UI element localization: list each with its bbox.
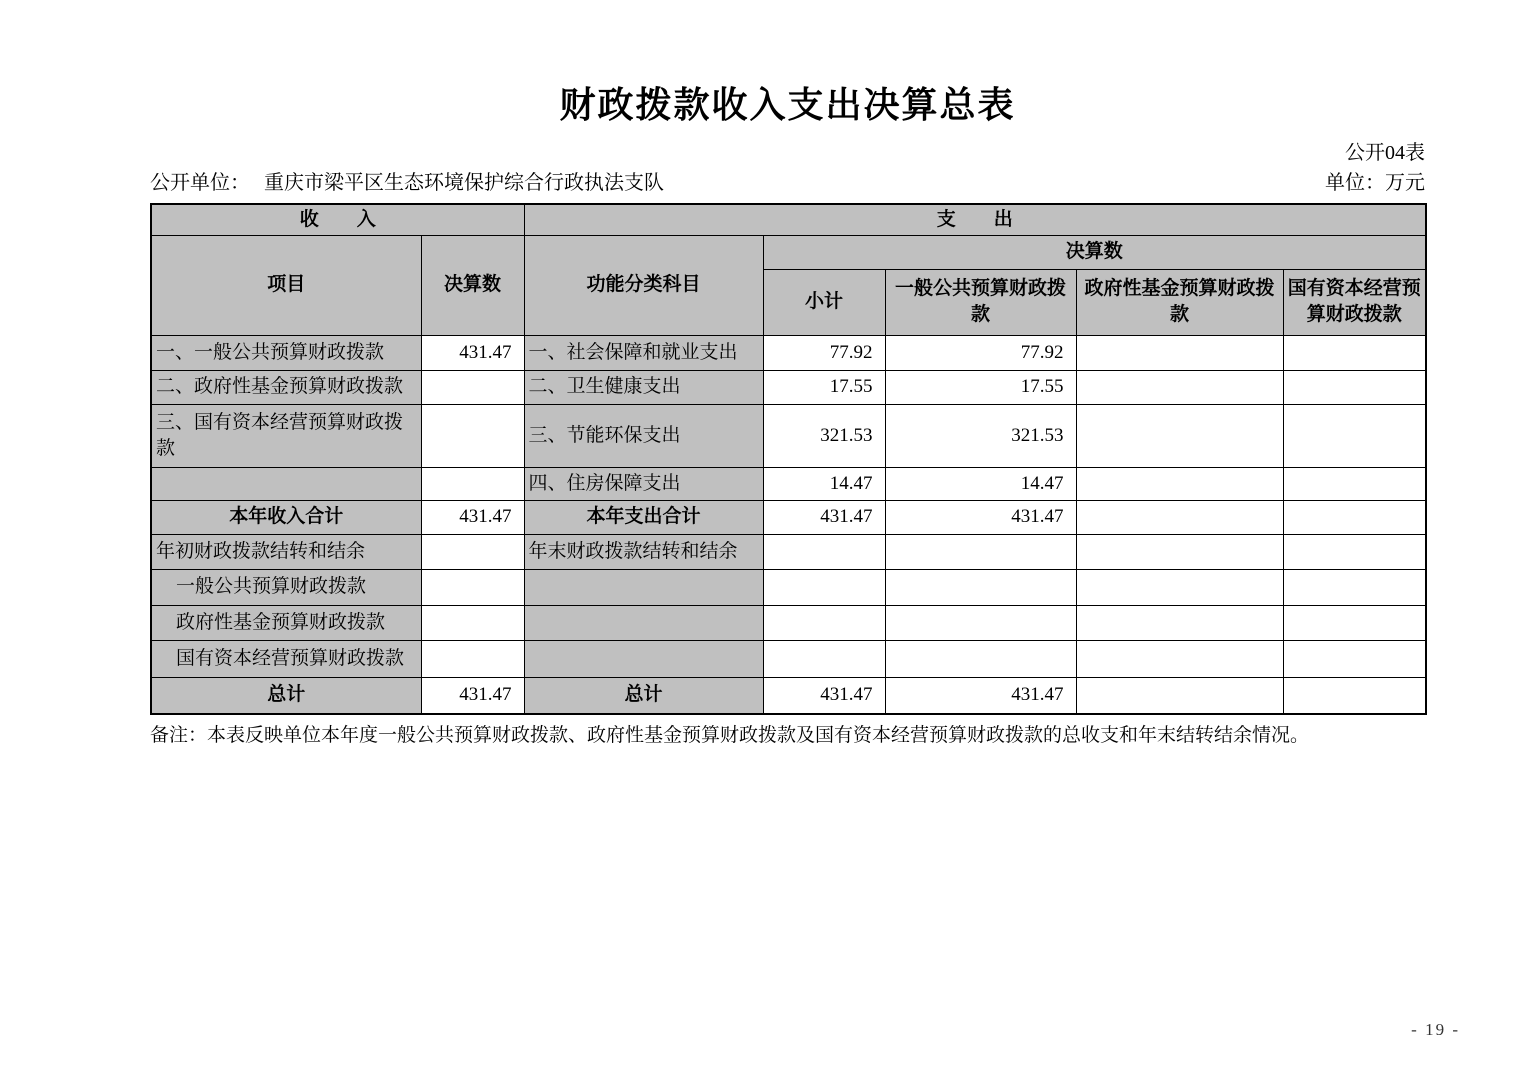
expense-subtotal-cell: 431.47	[763, 500, 885, 534]
income-value-cell	[421, 640, 524, 677]
column-header-government-fund-budget: 政府性基金预算财政拨款	[1076, 269, 1283, 335]
table-body	[151, 335, 1426, 714]
table-header	[151, 204, 1426, 335]
form-number: 公开04表	[1345, 142, 1425, 164]
table-row	[151, 467, 1426, 500]
expense-government-fund-cell	[1076, 640, 1283, 677]
income-value-cell: 431.47	[421, 677, 524, 714]
expense-state-capital-cell	[1283, 534, 1426, 569]
expense-subtotal-cell: 321.53	[763, 404, 885, 467]
meta-row	[150, 171, 1425, 195]
expense-item-cell: 四、住房保障支出	[524, 467, 763, 500]
expense-general-budget-cell	[885, 640, 1076, 677]
expense-general-budget-cell: 77.92	[885, 335, 1076, 370]
table-row	[151, 605, 1426, 640]
expense-item-cell	[524, 569, 763, 605]
expense-state-capital-cell	[1283, 677, 1426, 714]
expense-item-cell	[524, 640, 763, 677]
column-header-functional-category: 功能分类科目	[524, 235, 763, 335]
income-item-cell	[151, 467, 421, 500]
income-value-cell	[421, 534, 524, 569]
expense-item-cell: 一、社会保障和就业支出	[524, 335, 763, 370]
expense-subtotal-cell: 17.55	[763, 370, 885, 404]
expense-general-budget-cell: 431.47	[885, 677, 1076, 714]
expense-government-fund-cell	[1076, 605, 1283, 640]
expense-state-capital-cell	[1283, 467, 1426, 500]
expense-general-budget-cell: 431.47	[885, 500, 1076, 534]
column-header-subtotal: 小计	[763, 269, 885, 335]
column-header-item: 项目	[151, 235, 421, 335]
income-item-cell: 年初财政拨款结转和结余	[151, 534, 421, 569]
expense-subtotal-cell: 77.92	[763, 335, 885, 370]
table-row	[151, 569, 1426, 605]
expense-state-capital-cell	[1283, 370, 1426, 404]
income-value-cell	[421, 404, 524, 467]
income-value-cell	[421, 569, 524, 605]
page-number: - 19 -	[1411, 1020, 1460, 1039]
expense-subtotal-cell	[763, 534, 885, 569]
expense-government-fund-cell	[1076, 500, 1283, 534]
expense-state-capital-cell	[1283, 335, 1426, 370]
income-item-cell: 一般公共预算财政拨款	[151, 569, 421, 605]
income-value-cell	[421, 467, 524, 500]
expense-subtotal-cell: 431.47	[763, 677, 885, 714]
column-header-state-capital-budget: 国有资本经营预算财政拨款	[1283, 269, 1426, 335]
table-row	[151, 500, 1426, 534]
publishing-unit-label: 公开单位：	[150, 172, 250, 194]
expense-state-capital-cell	[1283, 569, 1426, 605]
expense-subtotal-cell: 14.47	[763, 467, 885, 500]
expense-item-cell: 本年支出合计	[524, 500, 763, 534]
expense-general-budget-cell: 321.53	[885, 404, 1076, 467]
column-header-final-accounts: 决算数	[421, 235, 524, 335]
table-row	[151, 677, 1426, 714]
column-header-final-accounts-group: 决算数	[763, 235, 1426, 269]
expense-government-fund-cell	[1076, 467, 1283, 500]
section-expenditure-header: 支 出	[524, 204, 1426, 235]
fiscal-summary-table	[150, 203, 1427, 715]
expense-item-cell	[524, 605, 763, 640]
income-item-cell: 二、政府性基金预算财政拨款	[151, 370, 421, 404]
expense-subtotal-cell	[763, 605, 885, 640]
table-row	[151, 370, 1426, 404]
column-header-general-public-budget: 一般公共预算财政拨款	[885, 269, 1076, 335]
expense-general-budget-cell: 17.55	[885, 370, 1076, 404]
income-item-cell: 政府性基金预算财政拨款	[151, 605, 421, 640]
table-row	[151, 335, 1426, 370]
publishing-unit	[150, 171, 664, 195]
document-sheet	[150, 0, 1425, 748]
expense-government-fund-cell	[1076, 677, 1283, 714]
income-item-cell: 本年收入合计	[151, 500, 421, 534]
publishing-unit-name: 重庆市梁平区生态环境保护综合行政执法支队	[264, 172, 664, 194]
income-item-cell: 一、一般公共预算财政拨款	[151, 335, 421, 370]
expense-government-fund-cell	[1076, 335, 1283, 370]
expense-state-capital-cell	[1283, 640, 1426, 677]
expense-item-cell: 年末财政拨款结转和结余	[524, 534, 763, 569]
expense-subtotal-cell	[763, 569, 885, 605]
income-item-cell: 三、国有资本经营预算财政拨款	[151, 404, 421, 467]
income-value-cell	[421, 605, 524, 640]
expense-state-capital-cell	[1283, 404, 1426, 467]
income-item-cell: 国有资本经营预算财政拨款	[151, 640, 421, 677]
unit-of-measure: 单位：万元	[1325, 172, 1425, 194]
expense-state-capital-cell	[1283, 500, 1426, 534]
column-header-row-1	[151, 235, 1426, 269]
expense-general-budget-cell	[885, 534, 1076, 569]
income-value-cell	[421, 370, 524, 404]
expense-government-fund-cell	[1076, 569, 1283, 605]
expense-government-fund-cell	[1076, 534, 1283, 569]
section-income-header: 收 入	[151, 204, 524, 235]
expense-item-cell: 二、卫生健康支出	[524, 370, 763, 404]
expense-government-fund-cell	[1076, 404, 1283, 467]
expense-general-budget-cell	[885, 605, 1076, 640]
expense-item-cell: 总计	[524, 677, 763, 714]
expense-general-budget-cell: 14.47	[885, 467, 1076, 500]
expense-general-budget-cell	[885, 569, 1076, 605]
page-title: 财政拨款收入支出决算总表	[559, 85, 1016, 125]
footnote: 备注：本表反映单位本年度一般公共预算财政拨款、政府性基金预算财政拨款及国有资本经营预算财政拨款的总收支和年末结转结余情况。	[150, 725, 1310, 746]
table-row	[151, 534, 1426, 569]
table-row	[151, 404, 1426, 467]
expense-subtotal-cell	[763, 640, 885, 677]
expense-item-cell: 三、节能环保支出	[524, 404, 763, 467]
income-item-cell: 总计	[151, 677, 421, 714]
income-value-cell: 431.47	[421, 500, 524, 534]
expense-state-capital-cell	[1283, 605, 1426, 640]
income-value-cell: 431.47	[421, 335, 524, 370]
table-row	[151, 640, 1426, 677]
section-header-row	[151, 204, 1426, 235]
expense-government-fund-cell	[1076, 370, 1283, 404]
